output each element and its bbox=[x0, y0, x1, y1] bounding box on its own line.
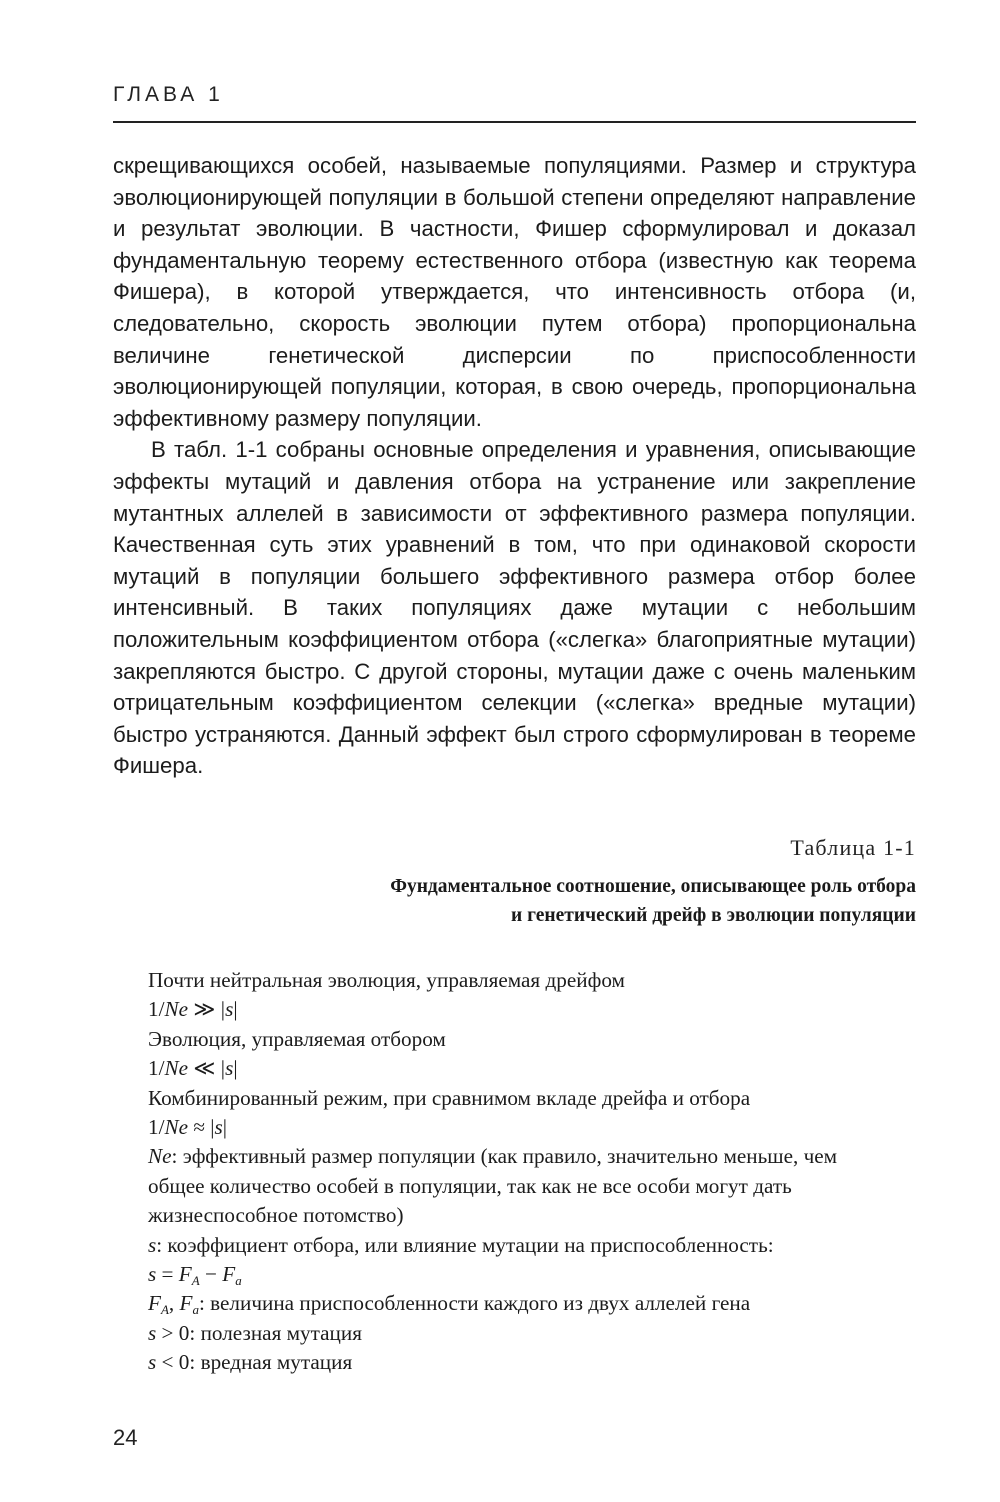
definition-text: < 0: вредная мутация bbox=[156, 1350, 353, 1375]
table-row-ne-definition bbox=[148, 1142, 888, 1230]
formula-abs-end: | bbox=[222, 1115, 227, 1140]
table-row-neutral-evolution: Почти нейтральная эволюция, управляемая дрейфом bbox=[148, 968, 625, 992]
table-body bbox=[148, 966, 888, 1378]
formula-ne: Ne bbox=[164, 1115, 189, 1140]
definition-text: > 0: полезная мутация bbox=[156, 1320, 362, 1345]
definition-text: : величина приспособленности каждого из двух аллелей гена bbox=[198, 1291, 751, 1316]
formula-subscript: A bbox=[160, 1302, 169, 1318]
table-row-formula-combined bbox=[148, 1113, 888, 1142]
formula-f: F bbox=[148, 1291, 161, 1316]
formula-s: s bbox=[225, 1056, 234, 1081]
table-row-beneficial bbox=[148, 1319, 888, 1348]
formula-subscript: A bbox=[191, 1273, 200, 1289]
table-row-formula-selection bbox=[148, 1054, 888, 1083]
formula-f: F bbox=[179, 1291, 193, 1316]
formula-numerator: 1/ bbox=[148, 997, 165, 1022]
definition-term: s bbox=[148, 1232, 157, 1257]
formula-s: s bbox=[148, 1350, 157, 1375]
formula-subscript: a bbox=[235, 1273, 242, 1289]
table-row-s-definition bbox=[148, 1231, 888, 1260]
formula-minus: − bbox=[199, 1262, 223, 1287]
formula-s: s bbox=[148, 1262, 157, 1287]
formula-abs-end: | bbox=[233, 997, 238, 1022]
paragraph-2: В табл. 1-1 собраны основные определения и уравнения, описывающие эффекты мутаций и давления отбора на устранение или закрепление мутантных аллелей в зависимости от эффективного размера популяции. Качественная суть этих уравнений в том, что при одинаковой скорости мутаций в популяции большего эффективного размера отбор более интенсивный. В таких популяциях даже мутации с небольшим положительным коэффициентом отбора («слегка» благоприятные мутации) закрепляются быстро. С другой стороны, мутации даже с очень маленьким отрицательным коэффициентом селекции («слегка» вредные мутации) быстро устраняются. Данный эффект был строго сформулирован в теореме Фишера. bbox=[113, 437, 916, 779]
table-row-combined-mode: Комбинированный режим, при сравнимом вкладе дрейфа и отбора bbox=[148, 1085, 751, 1110]
formula-relation: ≪ | bbox=[188, 1056, 226, 1081]
table-title bbox=[216, 872, 916, 930]
formula-f: F bbox=[222, 1262, 236, 1287]
formula-s: s bbox=[148, 1320, 157, 1345]
table-row-harmful bbox=[148, 1348, 888, 1377]
table-title-line-1: Фундаментальное соотношение, описывающее роль отбора bbox=[390, 876, 916, 897]
page-number: 24 bbox=[113, 1425, 138, 1450]
paragraph-1: скрещивающихся особей, называемые популяциями. Размер и структура эволюционирующей популяции в большой степени определяют направление и результат эволюции. В частности, Фишер сформулировал и доказал фундаментальную теорему естественного отбора (известную как теорема Фишера), в которой утверждается, что интенсивность отбора (и, следовательно, скорость эволюции путем отбора) пропорциональна величине генетической дисперсии по приспособленности эволюционирующей популяции, которая, в свою очередь, пропорциональна эффективному размеру популяции. bbox=[113, 153, 916, 431]
formula-comma: , bbox=[168, 1291, 180, 1316]
formula-numerator: 1/ bbox=[148, 1115, 165, 1140]
formula-abs-end: | bbox=[233, 1056, 238, 1081]
running-head: ГЛАВА 1 bbox=[113, 83, 224, 106]
table-row-selection-evolution: Эволюция, управляемая отбором bbox=[148, 1026, 446, 1051]
table-title-line-2: и генетический дрейф в эволюции популяции bbox=[511, 905, 916, 926]
formula-relation: ≈ | bbox=[188, 1115, 215, 1140]
formula-s: s bbox=[225, 997, 234, 1022]
header-rule bbox=[113, 121, 916, 123]
table-row-fitness-definition bbox=[148, 1289, 888, 1318]
formula-ne: Ne bbox=[164, 997, 189, 1022]
body-text bbox=[113, 150, 916, 782]
table-number: Таблица 1-1 bbox=[790, 835, 916, 860]
formula-f: F bbox=[178, 1262, 192, 1287]
table-row-formula-drift bbox=[148, 995, 888, 1024]
definition-text: : эффективный размер популяции (как правило, значительно меньше, чем общее количество особей в популяции, так как не все особи могут дать жизнеспособное потомство) bbox=[148, 1144, 838, 1228]
formula-s: s bbox=[214, 1115, 223, 1140]
formula-equals: = bbox=[156, 1262, 179, 1287]
formula-numerator: 1/ bbox=[148, 1056, 165, 1081]
table-row-formula-fitness bbox=[148, 1260, 888, 1289]
formula-subscript: a bbox=[192, 1302, 199, 1318]
definition-term: Ne bbox=[148, 1144, 172, 1169]
formula-ne: Ne bbox=[164, 1056, 189, 1081]
formula-relation: ≫ | bbox=[188, 997, 226, 1022]
definition-text: : коэффициент отбора, или влияние мутации на приспособленность: bbox=[156, 1232, 774, 1257]
